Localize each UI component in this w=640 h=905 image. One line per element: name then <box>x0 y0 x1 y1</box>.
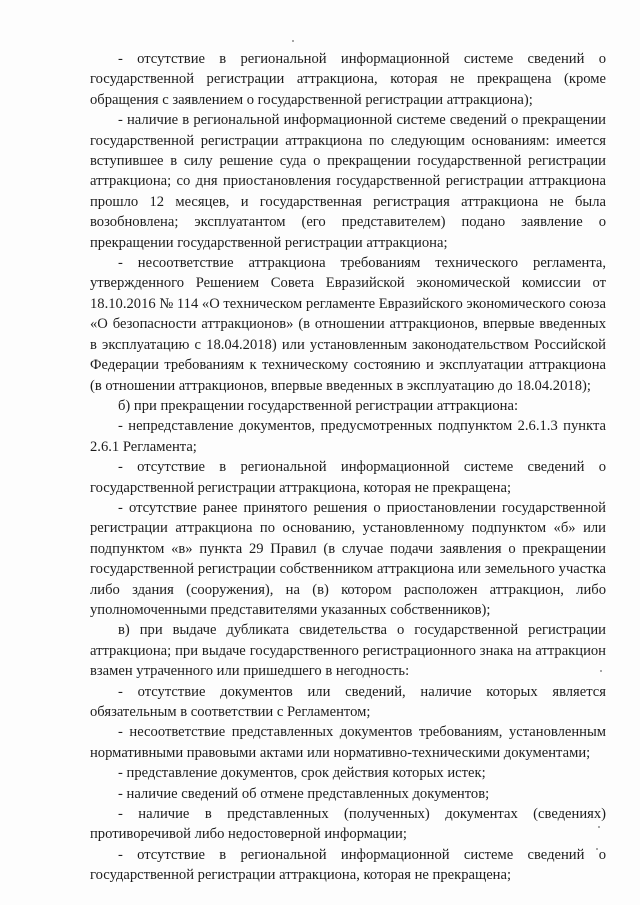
paragraph: в) при выдаче дубликата свидетельства о государственной регистрации аттракциона; при выдаче государственного регистрационного знака на аттракцион взамен утраченного или пришедшего в негодность: <box>90 622 606 680</box>
paragraph: - отсутствие в региональной информационной системе сведений о государственной регистрации аттракциона, которая не прекращена; <box>90 846 606 884</box>
paragraph: - представление документов, срок действия которых истек; <box>118 765 486 782</box>
paragraph: - несоответствие представленных документов требованиям, установленным нормативными правовыми актами или нормативно-техническими документами; <box>90 724 606 761</box>
paragraph: - отсутствие в региональной информационной системе сведений о государственной регистрации аттракциона, которая не прекращена (кроме обращения с заявлением о государственной регистрации аттракциона); <box>90 51 606 108</box>
paragraph: б) при прекращении государственной регистрации аттракциона: <box>118 397 519 414</box>
paragraph: - непредставление документов, предусмотренных подпунктом 2.6.1.3 пункта 2.6.1 Регламента; <box>90 418 606 455</box>
paragraph: - несоответствие аттракциона требованиям технического регламента, утвержденного Решением Совета Евразийской экономической комиссии от 18.10.2016 № 114 «О техническом регламенте Евразийского экономического союза «О безопасности аттракционов» (в отношении аттракционов, впервые введенных в эксплуатацию с 18.04.2018) или установленным законодательством Российской Федерации требованиям к техническому состоянию и эксплуатации аттракциона (в отношении аттракционов, впервые введенных в эксплуатацию до 18.04.2018); <box>90 255 606 394</box>
document-body <box>90 49 606 886</box>
paragraph: - отсутствие документов или сведений, наличие которых является обязательным в соответствии с Регламентом; <box>90 683 606 720</box>
paragraph: - наличие сведений об отмене представленных документов; <box>118 785 490 802</box>
paragraph: - наличие в региональной информационной системе сведений о прекращении государственной регистрации аттракциона по следующим основаниям: имеется вступившее в силу решение суда о прекращении государственной регистрации аттракциона; со дня приостановления государственной регистрации аттракциона прошло 12 месяцев, и государственная регистрация аттракциона не была возобновлена; эксплуатантом (его представителем) подано заявление о прекращении государственной регистрации аттракциона; <box>90 112 606 251</box>
paragraph: - отсутствие в региональной информационной системе сведений о государственной регистрации аттракциона, которая не прекращена; <box>90 459 606 496</box>
scan-speck <box>292 40 294 42</box>
paragraph: - наличие в представленных (полученных) документах (сведениях) противоречивой либо недостоверной информации; <box>90 806 606 843</box>
paragraph: - отсутствие ранее принятого решения о приостановлении государственной регистрации аттракциона по основанию, установленному подпунктом «б» или подпунктом «в» пункта 29 Правил (в случае подачи заявления о прекращении государственной регистрации собственником аттракциона или земельного участка либо здания (сооружения), на (в) котором расположен аттракцион, либо уполномоченными представителями указанных собственников); <box>90 499 606 618</box>
